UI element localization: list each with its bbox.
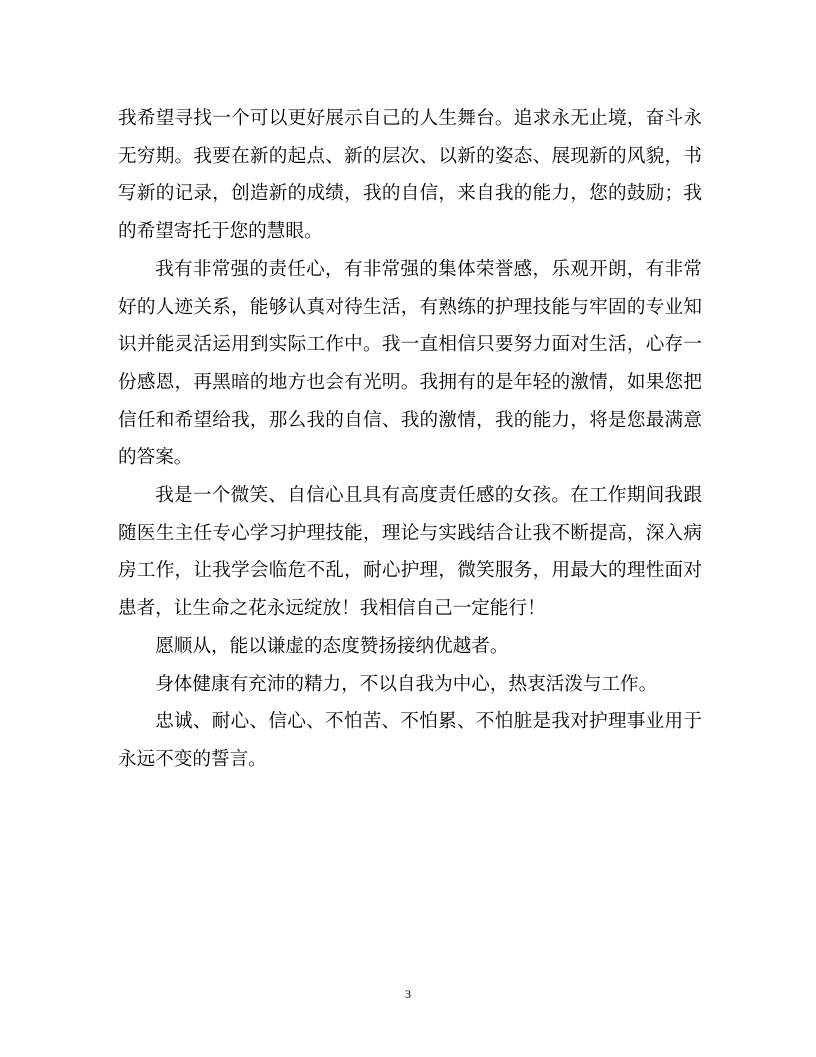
paragraph-oath: 忠诚、耐心、信心、不怕苦、不怕累、不怕脏是我对护理事业用于永远不变的誓言。 <box>118 711 702 770</box>
paragraph-self-introduction: 我是一个微笑、自信心且具有高度责任感的女孩。在工作期间我跟随医生主任专心学习护理技能，理论与实践结合让我不断提高，深入病房工作，让我学会临危不乱，耐心护理，微笑服务，用最大的理性面对患者，让生命之花永远绽放！我相信自己一定能行！ <box>118 485 702 620</box>
paragraph-responsibility: 我有非常强的责任心，有非常强的集体荣誉感，乐观开朗，有非常好的人迹关系，能够认真对待生活，有熟练的护理技能与牢固的专业知识并能灵活运用到实际工作中。我一直相信只要努力面对生活，心存一份感恩，再黑暗的地方也会有光明。我拥有的是年轻的激情，如果您把信任和希望给我，那么我的自信、我的激情，我的能力，将是您最满意的答案。 <box>118 258 702 469</box>
paragraph-humility: 愿顺从，能以谦虚的态度赞扬接纳优越者。 <box>155 635 509 657</box>
paragraph-career-stage: 我希望寻找一个可以更好展示自己的人生舞台。追求永无止境，奋斗永无穷期。我要在新的起点、新的层次、以新的姿态、展现新的风貌，书写新的记录，创造新的成绩，我的自信，来自我的能力，您的鼓励；我的希望寄托于您的慧眼。 <box>118 108 702 243</box>
paragraph-health: 身体健康有充沛的精力，不以自我为中心，热衷活泼与工作。 <box>155 673 658 695</box>
document-body <box>118 100 702 779</box>
page-number: 3 <box>405 987 411 1001</box>
